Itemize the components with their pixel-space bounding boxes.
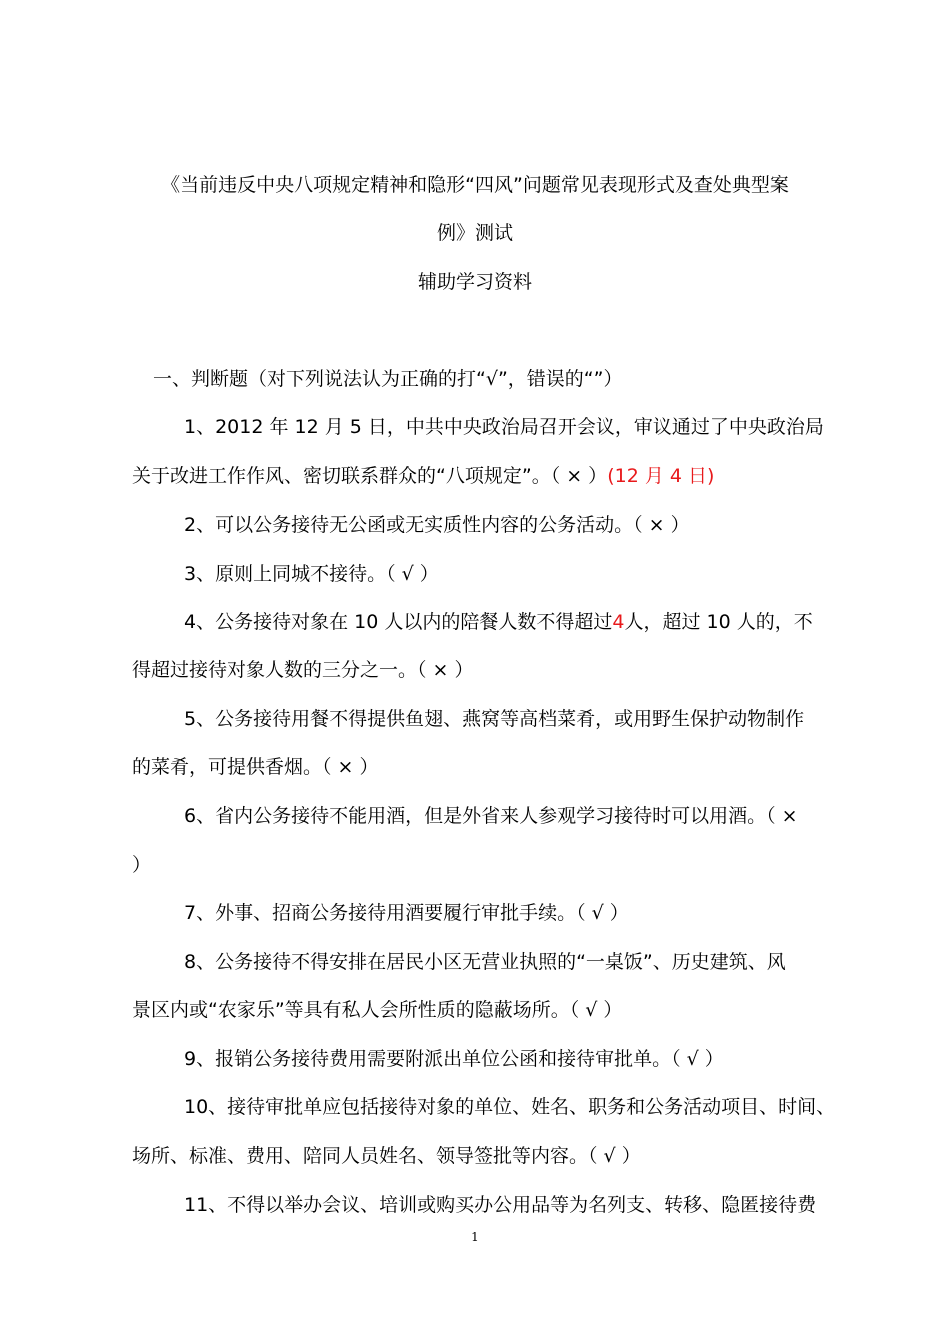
document-title-line-1: 《当前违反中央八项规定精神和隐形“四风”问题常见表现形式及查处典型案	[161, 174, 789, 196]
question-7: 7、外事、招商公务接待用酒要履行审批手续。（ √ ）	[184, 902, 629, 924]
section-heading: 一、判断题（对下列说法认为正确的打“√”，错误的“”）	[153, 368, 623, 390]
question-9: 9、报销公务接待费用需要附派出单位公函和接待审批单。（ √ ）	[184, 1048, 724, 1070]
question-8-line-1: 8、公务接待不得安排在居民小区无营业执照的“一桌饭”、历史建筑、风	[184, 951, 786, 973]
question-1-text: 关于改进工作作风、密切联系群众的“八项规定”。（ × ）	[132, 465, 608, 487]
question-6-line-2: ）	[132, 854, 152, 876]
question-1-line-1: 1、2012 年 12 月 5 日，中共中央政治局召开会议，审议通过了中央政治局	[184, 416, 824, 438]
question-4-line-1	[184, 609, 813, 635]
question-4-text-b: 人，超过 10 人的，不	[624, 611, 813, 633]
question-1-line-2	[132, 463, 714, 489]
question-2: 2、可以公务接待无公函或无实质性内容的公务活动。（ × ）	[184, 514, 690, 536]
question-4-line-2: 得超过接待对象人数的三分之一。（ × ）	[132, 659, 474, 681]
question-11-line-1: 11、不得以举办会议、培训或购买办公用品等为名列支、转移、隐匿接待费	[184, 1194, 817, 1216]
question-1-correction-note: (12 月 4 日)	[607, 465, 715, 487]
question-5-line-1: 5、公务接待用餐不得提供鱼翅、燕窝等高档菜肴，或用野生保护动物制作	[184, 708, 805, 730]
question-6-line-1: 6、省内公务接待不能用酒，但是外省来人参观学习接待时可以用酒。（ ×	[184, 805, 798, 827]
question-10-line-1: 10、接待审批单应包括接待对象的单位、姓名、职务和公务活动项目、时间、	[184, 1096, 836, 1118]
question-8-line-2: 景区内或“农家乐”等具有私人会所性质的隐蔽场所。（ √ ）	[132, 999, 623, 1021]
question-4-text-a: 4、公务接待对象在 10 人以内的陪餐人数不得超过	[184, 611, 613, 633]
page-number: 1	[471, 1230, 479, 1244]
question-3: 3、原则上同城不接待。（ √ ）	[184, 563, 439, 585]
document-subtitle: 辅助学习资料	[417, 271, 532, 293]
question-10-line-2: 场所、标准、费用、陪同人员姓名、领导签批等内容。（ √ ）	[132, 1145, 641, 1167]
document-title-line-2: 例》测试	[436, 222, 513, 244]
question-5-line-2: 的菜肴，可提供香烟。（ × ）	[132, 756, 379, 778]
question-4-red-number: 4	[612, 611, 625, 633]
